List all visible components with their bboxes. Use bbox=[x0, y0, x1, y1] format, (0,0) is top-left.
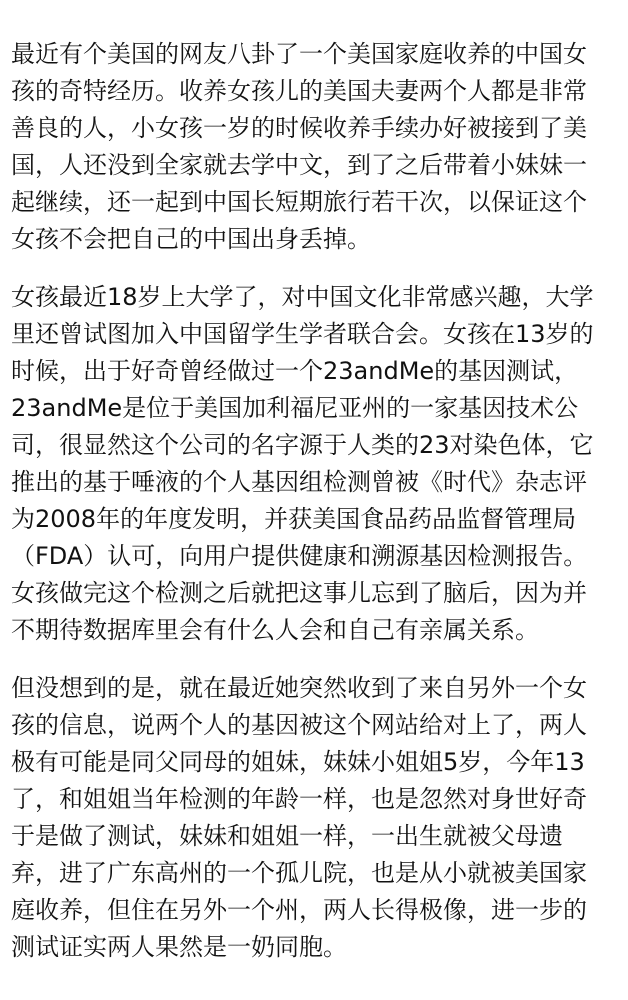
text-line: 女孩最近18岁上大学了，对中国文化非常感兴趣，大学 bbox=[11, 283, 594, 311]
text-line: 测试证实两人果然是一奶同胞。 bbox=[11, 933, 347, 961]
text-line: 于是做了测试，妹妹和姐姐一样，一出生就被父母遗 bbox=[11, 822, 563, 850]
text-line: 女孩做完这个检测之后就把这事儿忘到了脑后，因为并 bbox=[11, 579, 587, 607]
text-line: 司，很显然这个公司的名字源于人类的23对染色体，它 bbox=[11, 431, 594, 459]
text-line: 了，和姐姐当年检测的年龄一样，也是忽然对身世好奇 bbox=[11, 785, 587, 813]
text-line: 23andMe是位于美国加利福尼亚州的一家基因技术公 bbox=[11, 394, 579, 422]
text-line: 极有可能是同父同母的姐妹，妹妹小姐姐5岁，今年13 bbox=[11, 748, 585, 776]
paragraph-1 bbox=[11, 36, 628, 258]
text-line: 孩的奇特经历。收养女孩儿的美国夫妻两个人都是非常 bbox=[11, 77, 587, 105]
text-line: 女孩不会把自己的中国出身丢掉。 bbox=[11, 225, 371, 253]
text-line: 不期待数据库里会有什么人会和自己有亲属关系。 bbox=[11, 616, 539, 644]
text-line: 推出的基于唾液的个人基因组检测曾被《时代》杂志评 bbox=[11, 468, 587, 496]
text-line: 里还曾试图加入中国留学生学者联合会。女孩在13岁的 bbox=[11, 320, 594, 348]
paragraph-2 bbox=[11, 279, 628, 649]
text-line: 但没想到的是，就在最近她突然收到了来自另外一个女 bbox=[11, 674, 587, 702]
text-line: （FDA）认可，向用户提供健康和溯源基因检测报告。 bbox=[11, 542, 588, 570]
text-line: 弃，进了广东高州的一个孤儿院，也是从小就被美国家 bbox=[11, 859, 587, 887]
text-line: 庭收养，但住在另外一个州，两人长得极像，进一步的 bbox=[11, 896, 587, 924]
text-line: 孩的信息，说两个人的基因被这个网站给对上了，两人 bbox=[11, 711, 587, 739]
text-line: 时候，出于好奇曾经做过一个23andMe的基因测试， bbox=[11, 357, 579, 385]
text-line: 起继续，还一起到中国长短期旅行若干次，以保证这个 bbox=[11, 188, 587, 216]
paragraph-3 bbox=[11, 670, 628, 966]
text-line: 善良的人，小女孩一岁的时候收养手续办好被接到了美 bbox=[11, 114, 587, 142]
text-line: 国，人还没到全家就去学中文，到了之后带着小妹妹一 bbox=[11, 151, 587, 179]
text-line: 最近有个美国的网友八卦了一个美国家庭收养的中国女 bbox=[11, 40, 587, 68]
text-line: 为2008年的年度发明，并获美国食品药品监督管理局 bbox=[11, 505, 577, 533]
